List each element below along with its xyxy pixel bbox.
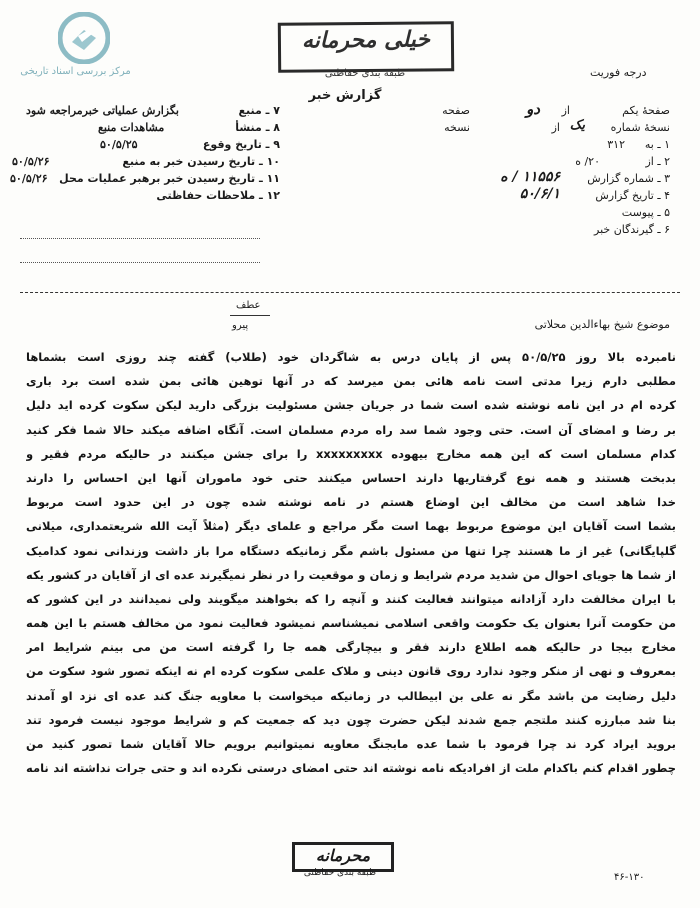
body-line: بروید ایراد کرد ند چرا فرمود با شما عده مابجنگ معاویه نمیتوانیم برویم حالا آقایان شما تصور کنید من xyxy=(26,737,676,751)
meta-value: یک xyxy=(569,118,585,133)
meta-label: صفحهٔ یکم xyxy=(622,104,670,117)
meta-row xyxy=(380,206,670,223)
meta-row xyxy=(380,186,670,206)
meta-label: ۵ ـ پیوست xyxy=(621,206,670,219)
meta-connector: از xyxy=(561,104,570,117)
side-note-reference: عطف xyxy=(236,300,261,311)
meta-row xyxy=(380,223,670,240)
meta-value: بگزارش عملیاتی خبرمراجعه شود xyxy=(26,104,179,117)
body-line: چطور اقدام کنم باکدام ملت از افرادیکه نامه نوشته اند حتی امضای درستی نکرده اند و حتی جرات نداشته اند نامه xyxy=(26,761,676,776)
meta-label: ۸ ـ منشأ xyxy=(235,121,280,134)
watermark-text: مرکز بررسی اسناد تاریخی xyxy=(20,66,131,77)
meta-label: نسخهٔ شماره xyxy=(610,121,670,134)
meta-tail: نسخه xyxy=(444,121,470,134)
meta-label: ۱۱ ـ تاریخ رسیدن خبر برهبر عملیات محل xyxy=(59,172,280,185)
body-line: مخارج بیجا در حالیکه همه اطلاع دارند فقر و بیچارگی همه جا را گرفته است من می بینم شرایط امر xyxy=(26,640,676,655)
blank-dotted-line xyxy=(20,238,260,239)
meta-row xyxy=(20,189,280,206)
body-line: کرده ام در این نامه نوشته شده است شما در جریان جشن مسئولیت بزرگی دارید لیکن سکوت کرده اید دلیل xyxy=(26,398,676,413)
meta-label: ۱۰ ـ تاریخ رسیدن خبر به منبع xyxy=(122,155,280,168)
body-line: از شما ها جویای احوال من شدید مردم شرایط و زمان و موقعیت را در نظر نمیگیرند عده ای از آقایان در کشور یکه xyxy=(26,567,676,582)
body-line: خدا شاهد است من مخالف این اوضاع هستم در نامه نوشته شده چون در این حدود است مربوط xyxy=(26,495,676,510)
meta-label: ۳ ـ شماره گزارش xyxy=(587,172,670,185)
body-line: با ایران مخالفت دارد آزادانه میتوانند فعالیت کنند و آنچه را که بخواهند میگویند ولی نمیدانند در این کشور که xyxy=(26,591,676,606)
meta-label: ۲ ـ از xyxy=(645,155,670,168)
body-line: بمعروف و نهی از منکر وجود ندارد روی قانون دینی و ملاک علمی سکوت کرده ام نه اینکه تصور شود سکوت من xyxy=(26,664,676,679)
meta-row xyxy=(12,155,280,172)
archive-watermark xyxy=(18,12,131,82)
meta-value: ۵۰/۶/۱ xyxy=(519,186,560,202)
report-body xyxy=(26,346,676,781)
footer-classification-subtitle: طبقه بندی حفاظتی xyxy=(303,868,377,878)
meta-value: ۵۰/۵/۲۶ xyxy=(12,155,50,168)
footer-classification-stamp: محرمانه xyxy=(292,842,394,872)
blank-dotted-line xyxy=(20,262,260,263)
meta-row xyxy=(20,104,280,121)
meta-value: ۲۰/ ه xyxy=(575,155,600,168)
body-line: بنا شد مبارزه کنند ملتجم جمع شدند لیکن حضرت چون دید که جمعیت کم و شرایط موجود نیست فرمود تند xyxy=(26,712,676,727)
meta-label: ۷ ـ منبع xyxy=(238,104,280,117)
report-title: گزارش خبر xyxy=(308,88,382,103)
meta-label: ۱۲ ـ ملاحظات حفاظتی xyxy=(156,189,280,202)
meta-value: ۱۱۵۵۶ / ه xyxy=(500,169,560,185)
body-line: دلیل رضایت من باشد مگر نه علی بن ابیطالب در زمانیکه میخواست با معاویه جنگ کند عده ای نزد او آمدند xyxy=(26,688,676,703)
classification-handwritten: خیلی محرمانه xyxy=(301,26,431,54)
page-code: ۴۶-۱۳۰ xyxy=(614,872,645,883)
body-line: بشما است آقایان این موضوع مربوط بهما است مگر مراجع و علمای دیگر (مثلاً آیت الله شریعتمداری، میلانی xyxy=(26,519,676,534)
meta-row xyxy=(380,100,670,121)
meta-label: ۱ ـ به xyxy=(644,138,670,151)
report-subject: موضوع شیخ بهاءالدین محلاتی xyxy=(534,318,670,331)
meta-label: ۴ ـ تاریخ گزارش xyxy=(595,189,670,202)
meta-value: ۵۰/۵/۲۵ xyxy=(100,138,138,151)
report-meta xyxy=(380,100,670,240)
body-line: من حکومت آنرا بعنوان یک حکومت واقعی اسلامی نمیشناسم نمیشود فعالیت نمود من مخالف هستم با این همه xyxy=(26,616,676,631)
meta-value: دو xyxy=(526,100,540,118)
meta-row xyxy=(20,138,280,155)
body-line: نامبرده بالا روز ۵۰/۵/۲۵ پس از پایان درس به شاگردان خود (طلاب) گفته چند روزی است بشماها xyxy=(26,350,676,364)
meta-label: ۶ ـ گیرندگان خبر xyxy=(594,223,670,236)
side-note-followup: پیرو xyxy=(232,320,249,331)
meta-row xyxy=(380,138,670,155)
source-meta xyxy=(10,104,280,206)
body-line: مطلبی دارم زیرا مدتی است نامه هائی بمن میرسد که در آنها توهین هائی بمن شده است برد باری xyxy=(26,374,676,389)
meta-row xyxy=(10,172,280,189)
meta-row xyxy=(20,121,280,138)
meta-tail: صفحه xyxy=(442,104,470,117)
meta-value: ۳۱۲ xyxy=(607,138,625,151)
body-line: کدام مسلمان است که این همه مخارج بیهوده xxxxxxxxx را برای جشن میکنند در حالیکه مردم فقیر و xyxy=(26,446,676,461)
urgency-label: درجه فوریت xyxy=(590,66,647,79)
meta-connector: از xyxy=(551,121,560,134)
side-note-divider xyxy=(230,315,270,316)
body-line: گلپایگانی) غیر از ما هستند چرا تنها من مسئول باشم مگر زمانیکه دستگاه مرا باز داشت وزندانی نمود کدامیک xyxy=(26,543,676,558)
section-divider xyxy=(20,292,680,293)
body-line: بر رضا و امضای آن است. حتی وجود شما سد راه مردم مسلمان است. آنگاه اضافه میکند حالا شما فکر کنید xyxy=(26,422,676,437)
meta-value: مشاهدات منبع xyxy=(98,121,165,134)
meta-label: ۹ ـ تاریخ وقوع xyxy=(202,138,280,151)
archive-logo-icon xyxy=(58,12,110,64)
classification-subtitle: طبقه بندی حفاظتی xyxy=(324,68,406,79)
body-line: بدبخت هستند و همه نوع گرفتاریها دارند احساس میکنند حتی خود ماموران آنها این احساس را دارند xyxy=(26,470,676,485)
meta-row xyxy=(380,118,670,138)
meta-value: ۵۰/۵/۲۶ xyxy=(10,172,48,185)
classification-stamp xyxy=(278,21,454,73)
